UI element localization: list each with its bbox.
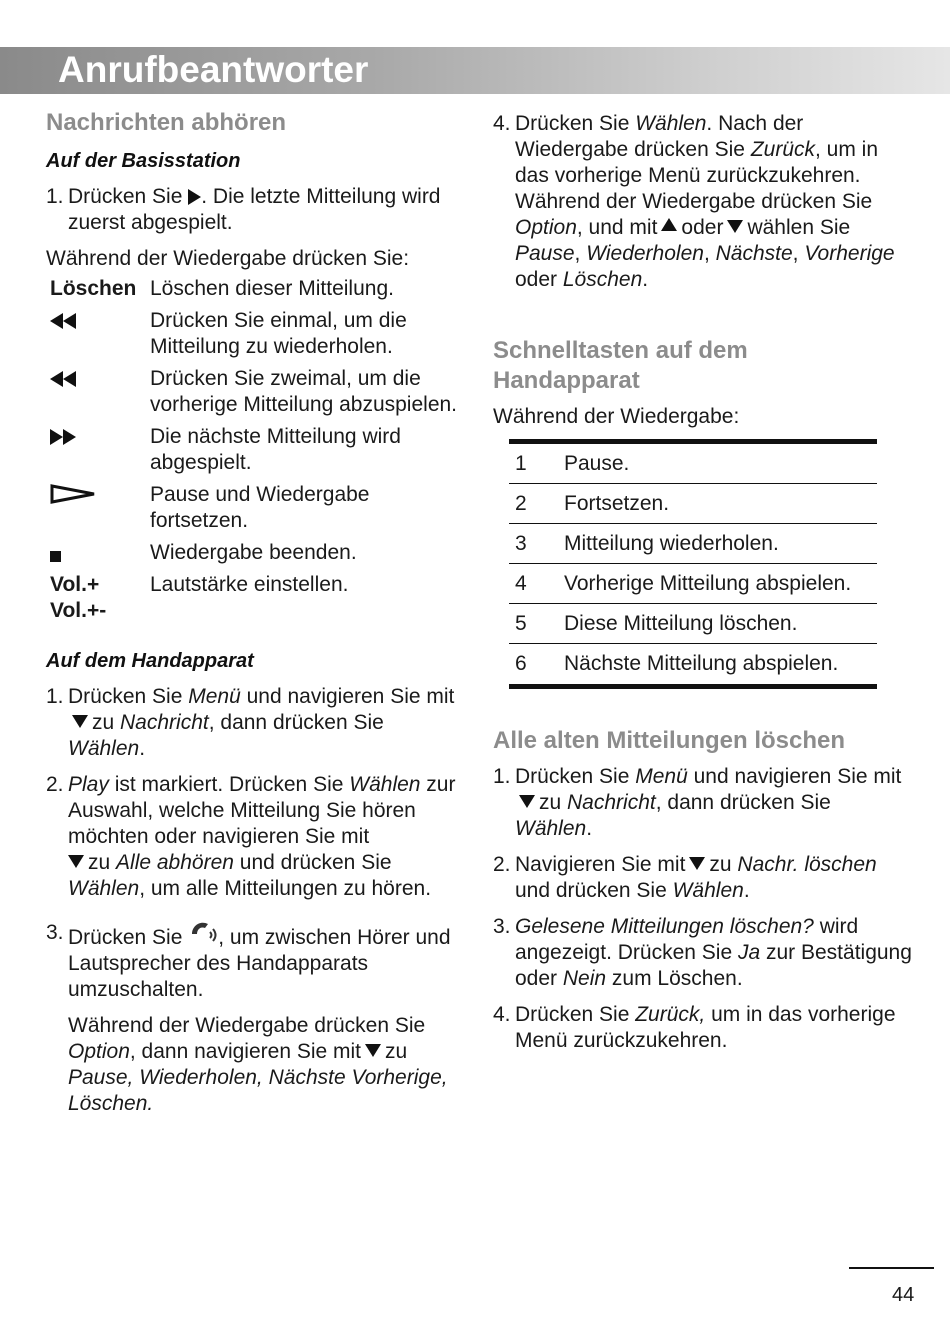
page-number: 44 xyxy=(892,1284,915,1306)
key-vol-plus: Vol.+ xyxy=(50,573,100,596)
rewind-icon xyxy=(50,313,63,329)
base-step-1: 1. Drücken Sie . Die letzte Mitteilung wird zuerst abgespielt. xyxy=(46,185,441,234)
table-row: 3 Mitteilung wiederholen. xyxy=(509,524,877,564)
quick-intro: Während der Wiedergabe: xyxy=(493,405,740,428)
handset-step-2: 2. Play ist markiert. Drücken Sie Wählen zur Auswahl, welche Mitteilung Sie hören möchten oder navigieren Sie mit zu Alle abhören und drücken Sie Wählen, um alle Mitteilungen zu hören. xyxy=(46,773,456,900)
key-row: Pause und Wiedergabe fortsetzen. xyxy=(50,482,466,534)
right-column xyxy=(493,111,913,1054)
key-row: Wiedergabe beenden. xyxy=(50,540,466,566)
during-playback-text: Während der Wiedergabe drücken Sie: xyxy=(46,247,410,270)
down-arrow-icon xyxy=(689,857,705,870)
handset-step-3-continued: Während der Wiedergabe drücken Sie Option, dann navigieren Sie mit zu Pause, Wiederholen, Nächste Vorherige, Löschen. xyxy=(68,1014,448,1115)
section-title-delete-all: Alle alten Mitteilungen löschen xyxy=(493,727,846,754)
listen-step-4: 4. Drücken Sie Wählen. Nach der Wiedergabe drücken Sie Zurück, um in das vorherige Menü zurückzukehren. Während der Wiedergabe drücken Sie Option, und mit oder wählen Sie Pause, Wiederholen, Nächste, Vorherige oder Löschen. xyxy=(493,112,895,291)
section-title-listen: Nachrichten abhören xyxy=(46,109,287,136)
stop-icon xyxy=(50,551,61,562)
delete-step-2: 2. Navigieren Sie mit zu Nachr. löschen und drücken Sie Wählen. xyxy=(493,853,877,902)
title-banner xyxy=(0,47,950,94)
footer-rule xyxy=(849,1267,934,1269)
down-arrow-icon xyxy=(727,220,743,233)
forward-icon xyxy=(50,429,63,445)
speaker-phone-icon xyxy=(188,920,218,946)
up-arrow-icon xyxy=(661,218,677,231)
key-row: Drücken Sie einmal, um die Mitteilung zu wiederholen. xyxy=(50,308,466,360)
handset-step-3: 3. Drücken Sie , um zwischen Hörer und Lautsprecher des Handapparats umzuschalten. xyxy=(46,921,451,1001)
subheading-base: Auf der Basisstation xyxy=(46,150,241,172)
play-pause-icon xyxy=(50,482,96,506)
left-column xyxy=(46,108,466,1117)
key-delete: Löschen xyxy=(50,277,137,300)
delete-step-1: 1. Drücken Sie Menü und navigieren Sie mitzu Nachricht, dann drücken Sie Wählen. xyxy=(493,765,902,840)
key-list xyxy=(50,276,466,624)
page-title: Anrufbeantworter xyxy=(58,49,369,90)
section-title-quick-keys: Schnelltasten auf dem Handapparat xyxy=(493,337,748,394)
play-icon xyxy=(188,189,201,205)
key-row: Vol.+ Vol.+- Lautstärke einstellen. xyxy=(50,573,349,622)
key-row: Löschen Löschen dieser Mitteilung. xyxy=(50,277,394,300)
subheading-handset: Auf dem Handapparat xyxy=(46,650,254,672)
table-row: 5 Diese Mitteilung löschen. xyxy=(509,604,877,644)
table-row: 2 Fortsetzen. xyxy=(509,484,877,524)
down-arrow-icon xyxy=(519,795,535,808)
quick-keys-table xyxy=(509,439,877,689)
down-arrow-icon xyxy=(68,855,84,868)
table-row: 4 Vorherige Mitteilung abspielen. xyxy=(509,564,877,604)
table-row: 6 Nächste Mitteilung abspielen. xyxy=(515,652,839,675)
delete-step-3: 3. Gelesene Mitteilungen löschen? wird angezeigt. Drücken Sie Ja zur Bestätigung oder Nein zum Löschen. xyxy=(493,915,912,990)
down-arrow-icon xyxy=(365,1044,381,1057)
rewind-icon xyxy=(50,371,63,387)
key-row: Die nächste Mitteilung wird abgespielt. xyxy=(50,424,466,476)
handset-step-1: 1. Drücken Sie Menü und navigieren Sie mitzu Nachricht, dann drücken Sie Wählen. xyxy=(46,685,455,760)
table-row: 1 Pause. xyxy=(509,444,877,484)
down-arrow-icon xyxy=(72,715,88,728)
key-row: Drücken Sie zweimal, um die vorherige Mitteilung abzuspielen. xyxy=(50,366,466,418)
key-vol-minus: Vol.+- xyxy=(50,599,107,622)
delete-step-4: 4. Drücken Sie Zurück, um in das vorherige Menü zurückzukehren. xyxy=(493,1003,896,1052)
